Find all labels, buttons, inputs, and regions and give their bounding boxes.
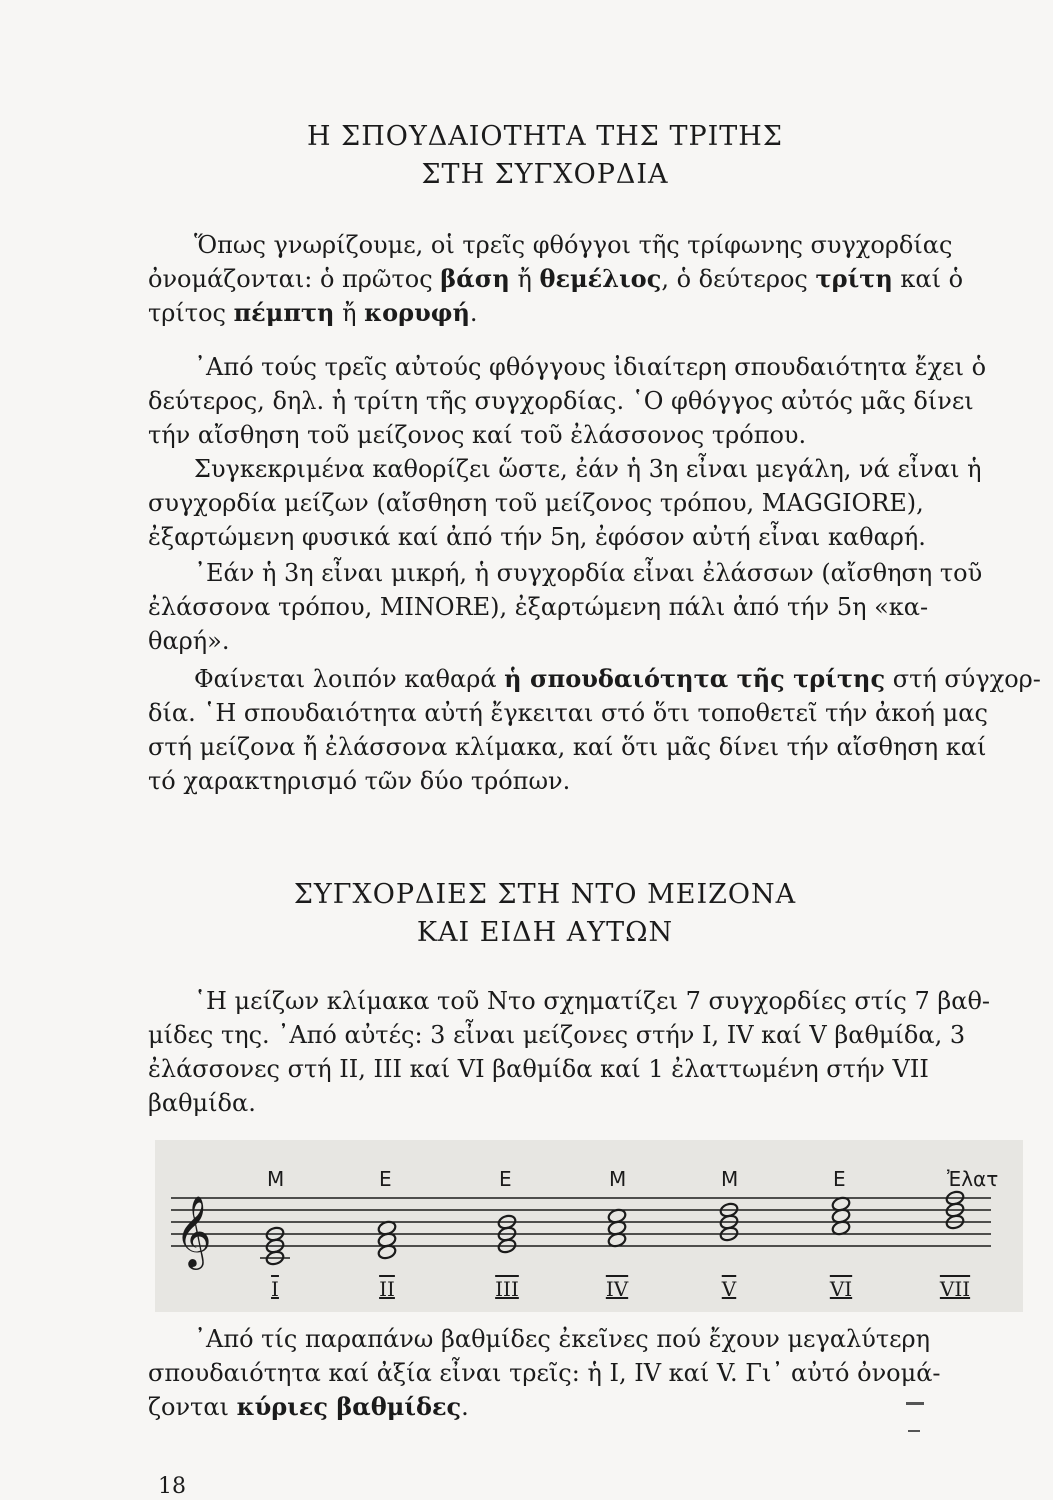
text-line: ἐλάσσονες στή II, III καί VI βαθμίδα καί 1 ἐλαττωμένη στήν VII [148, 1055, 929, 1083]
bold-term: θεμέλιος [539, 264, 662, 293]
section-heading-2 [140, 876, 950, 952]
heading-line: ΣΥΓΧΟΡΔΙΕΣ ΣΤΗ ΝΤΟ ΜΕΙΖΟΝΑ [293, 879, 797, 910]
text-line: ζονται κύριες βαθμίδες. [148, 1392, 469, 1421]
text-line: μίδες της. ᾿Από αὐτές: 3 εἶναι μείζονες στήν I, IV καί V βαθμίδα, 3 [148, 1021, 966, 1049]
text-line: ἐλάσσονα τρόπου, MINORE), ἐξαρτώμενη πάλι ἀπό τήν 5η «κα- [148, 593, 929, 621]
chord-quality-label: Μ [267, 1167, 285, 1191]
text-line: συγχορδία μείζων (αἴσθηση τοῦ μείζονος τρόπου, MAGGIORE), [148, 489, 924, 517]
paragraph-7 [148, 1322, 1020, 1424]
heading-line: Η ΣΠΟΥΔΑΙΟΤΗΤΑ ΤΗΣ ΤΡΙΤΗΣ [307, 121, 783, 152]
chord-quality-label: Ε [379, 1167, 392, 1191]
text-line: ῾Η μείζων κλίμακα τοῦ Ντο σχηματίζει 7 συγχορδίες στίς 7 βαθ- [194, 987, 990, 1015]
text-line: τήν αἴσθηση τοῦ μείζονος καί τοῦ ἐλάσσονος τρόπου. [148, 421, 807, 449]
paragraph-1 [148, 228, 1020, 330]
text-line: ὀνομάζονται: ὁ πρῶτος βάση ἤ θεμέλιος, ὁ δεύτερος τρίτη καί ὁ [148, 264, 964, 293]
text-line: ἐξαρτώμενη φυσικά καί ἀπό τήν 5η, ἐφόσον αὐτή εἶναι καθαρή. [148, 523, 926, 551]
roman-numeral: VII [939, 1277, 971, 1301]
section-heading-1 [140, 118, 950, 194]
roman-numeral: II [379, 1277, 395, 1301]
roman-numeral: III [495, 1277, 519, 1301]
bold-term: κορυφή [364, 298, 470, 327]
paragraph-2 [148, 350, 1020, 452]
roman-numeral: V [721, 1277, 737, 1301]
roman-numeral: I [271, 1277, 279, 1301]
staff-svg [155, 1140, 1023, 1312]
paragraph-5 [148, 662, 1041, 798]
paragraph-4 [148, 556, 1020, 658]
text-line: θαρή». [148, 627, 230, 655]
text-line: Φαίνεται λοιπόν καθαρά ἡ σπουδαιότητα τῆς τρίτης στή σύγχορ- [194, 664, 1041, 693]
bold-term: πέμπτη [233, 298, 335, 327]
chord-quality-label: Ἐλατ [947, 1167, 999, 1191]
heading-line: ΚΑΙ ΕΙΔΗ ΑΥΤΩΝ [416, 917, 674, 948]
text-line: δία. ῾Η σπουδαιότητα αὐτή ἔγκειται στό ὅτι τοποθετεῖ τήν ἀκοή μας [148, 699, 988, 727]
text-line: δεύτερος, δηλ. ἡ τρίτη τῆς συγχορδίας. ῾Ο φθόγγος αὐτός μᾶς δίνει [148, 387, 974, 415]
ink-speck [906, 1402, 924, 1405]
text-line: ᾿Από τούς τρεῖς αὐτούς φθόγγους ἰδιαίτερη σπουδαιότητα ἔχει ὁ [194, 353, 987, 381]
text-line: ᾿Από τίς παραπάνω βαθμίδες ἐκεῖνες πού ἔχουν μεγαλύτερη [194, 1325, 931, 1353]
roman-numeral: IV [605, 1277, 629, 1301]
text-line: σπουδαιότητα καί ἀξία εἶναι τρεῖς: ἡ I, IV καί V. Γι᾿ αὐτό ὀνομά- [148, 1359, 941, 1387]
text-line: Συγκεκριμένα καθορίζει ὥστε, ἐάν ἡ 3η εἶναι μεγάλη, νά εἶναι ἡ [194, 455, 982, 483]
bold-term: ἡ σπουδαιότητα τῆς τρίτης [504, 664, 886, 693]
chord-quality-label: Μ [609, 1167, 627, 1191]
text-line: Ὅπως γνωρίζουμε, οἱ τρεῖς φθόγγοι τῆς τρίφωνης συγχορδίας [194, 231, 953, 259]
ink-speck [908, 1430, 920, 1432]
chord-figure [155, 1140, 1023, 1312]
paragraph-3 [148, 452, 1020, 554]
chord-quality-label: Ε [833, 1167, 846, 1191]
page-number: 18 [158, 1474, 186, 1499]
chord-quality-label: Ε [499, 1167, 512, 1191]
bold-term: βάση [440, 264, 510, 293]
treble-clef-icon: 𝄞 [175, 1194, 212, 1267]
roman-numeral: VI [829, 1277, 853, 1301]
chord-quality-label: Μ [721, 1167, 739, 1191]
heading-line: ΣΤΗ ΣΥΓΧΟΡΔΙΑ [421, 159, 669, 190]
text-line: τρίτος πέμπτη ἤ κορυφή. [148, 298, 478, 327]
text-line: στή μείζονα ἤ ἐλάσσονα κλίμακα, καί ὅτι μᾶς δίνει τήν αἴσθηση καί [148, 733, 987, 761]
text-line: τό χαρακτηρισμό τῶν δύο τρόπων. [148, 767, 571, 795]
bold-term: τρίτη [815, 264, 893, 293]
text-line: ᾿Εάν ἡ 3η εἶναι μικρή, ἡ συγχορδία εἶναι ἐλάσσων (αἴσθηση τοῦ [194, 559, 983, 587]
paragraph-6 [148, 984, 1020, 1120]
bold-term: κύριες βαθμίδες [236, 1392, 462, 1421]
text-line: βαθμίδα. [148, 1089, 256, 1117]
